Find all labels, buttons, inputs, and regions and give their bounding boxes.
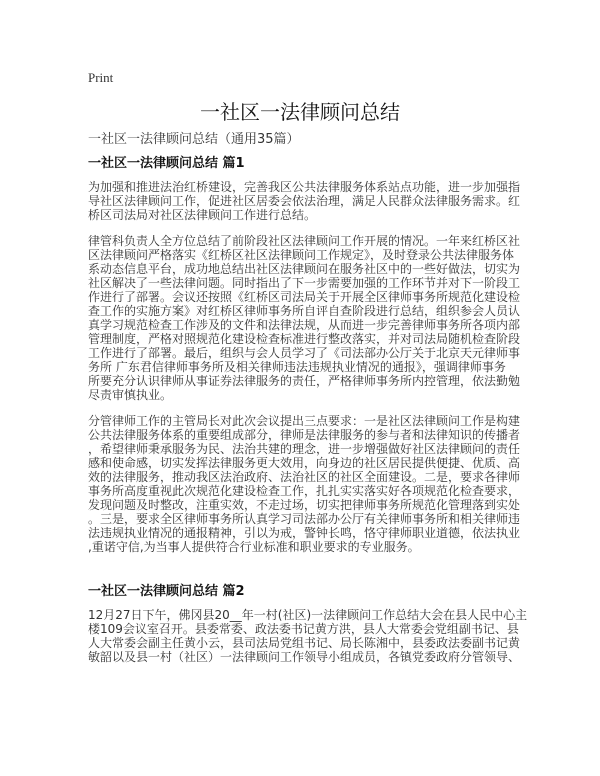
text-line: 感和使命感，切实发挥法律服务更大效用，向身边的社区居民提供便捷、优质、高 [88, 456, 521, 470]
text-line: 导社区法律顾问工作，促进社区居委会依法治理，满足人民群众法律服务需求。红 [88, 194, 521, 208]
page-title: 一社区一法律顾问总结 [200, 100, 400, 124]
text-line: 区法律顾问严格落实《红桥区社区法律顾问工作规定》，及时登录公共法律服务体 [88, 248, 515, 262]
text-line: 12月27日下午，佛冈县20__年一村(社区)一法律顾问工作总结大会在县人民中心主 [88, 608, 528, 622]
print-link[interactable]: Print [88, 70, 114, 85]
text-line: ,重诺守信,为当事人提供符合行业标准和职业要求的专业服务。 [88, 540, 420, 554]
text-line: 尽责审慎执业。 [88, 388, 173, 402]
section-heading: 一社区一法律顾问总结 篇2 [88, 584, 245, 599]
text-line: 查工作的实施方案》对红桥区律师事务所自评自查阶段进行总结，组织参会人员认 [88, 304, 521, 318]
section-heading: 一社区一法律顾问总结 篇1 [88, 156, 245, 171]
paragraph [88, 608, 588, 664]
text-line: 工作进行了部署。最后，组织与会人员学习了《司法部办公厅关于北京天元律师事 [88, 346, 521, 360]
text-line: 分管律师工作的主管局长对此次会议提出三点要求：一是社区法律顾问工作是构建 [88, 414, 521, 428]
text-line: 真学习规范检查工作涉及的文件和法律法规，从而进一步完善律师事务所各项内部 [88, 318, 521, 332]
text-line: 所要充分认识律师从事证券法律服务的责任，严格律师事务所内控管理，依法勤勉 [88, 374, 521, 388]
text-line: 人大常委会副主任黄小云，县司法局党组书记、局长陈湘中，县委政法委副书记黄 [88, 636, 521, 650]
text-line: 公共法律服务体系的重要组成部分，律师是法律服务的参与者和法律知识的传播者 [88, 428, 521, 442]
text-line: 务所 广东君信律师事务所及相关律师违法违规执业情况的通报》，强调律师事务 [88, 360, 506, 374]
text-line: 律管科负责人全方位总结了前阶段社区法律顾问工作开展的情况。一年来红桥区社 [88, 234, 521, 248]
text-line: 管理制度，严格对照规范化建设检查标准进行整改落实，并对司法局随机检查阶段 [88, 332, 521, 346]
text-line: 系动态信息平台，成功地总结出社区法律顾问在服务社区中的一些好做法，切实为 [88, 262, 521, 276]
text-line: 桥区司法局对社区法律顾问工作进行总结。 [88, 208, 317, 222]
text-line: 效的法律服务，推动我区法治政府、法治社区的社区全面建设。二是，要求各律师 [88, 470, 521, 484]
text-line: 法违规执业情况的通报精神，引以为戒，警钟长鸣，恪守律师职业道德，依法执业 [88, 526, 521, 540]
text-line: 发现问题及时整改，注重实效，不走过场，切实把律师事务所规范化管理落到实处 [88, 498, 521, 512]
paragraph [88, 180, 588, 222]
paragraph [88, 414, 588, 554]
text-line: 社区解决了一些法律问题。同时指出了下一步需要加强的工作环节并对下一阶段工 [88, 276, 521, 290]
text-line: 楼109会议室召开。县委常委、政法委书记黄方洪，县人大常委会党组副书记、县 [88, 622, 519, 636]
text-line: 事务所高度重视此次规范化建设检查工作，扎扎实实落实好各项规范化检查要求， [88, 484, 521, 498]
text-line: 作进行了部署。会议还按照《红桥区司法局关于开展全区律师事务所规范化建设检 [88, 290, 521, 304]
document-subtitle: 一社区一法律顾问总结（通用35篇） [88, 132, 300, 147]
paragraph [88, 234, 588, 402]
text-line: 。三是，要求全区律师事务所认真学习司法部办公厅有关律师事务所和相关律师违 [88, 512, 521, 526]
text-line: 敏韶以及县一村（社区）一法律顾问工作领导小组成员，各镇党委政府分管领导、 [88, 650, 521, 664]
text-line: 为加强和推进法治红桥建设，完善我区公共法律服务体系站点功能，进一步加强指 [88, 180, 521, 194]
text-line: ，希望律师秉承服务为民、法治共建的理念，进一步增强做好社区法律顾问的责任 [88, 442, 521, 456]
